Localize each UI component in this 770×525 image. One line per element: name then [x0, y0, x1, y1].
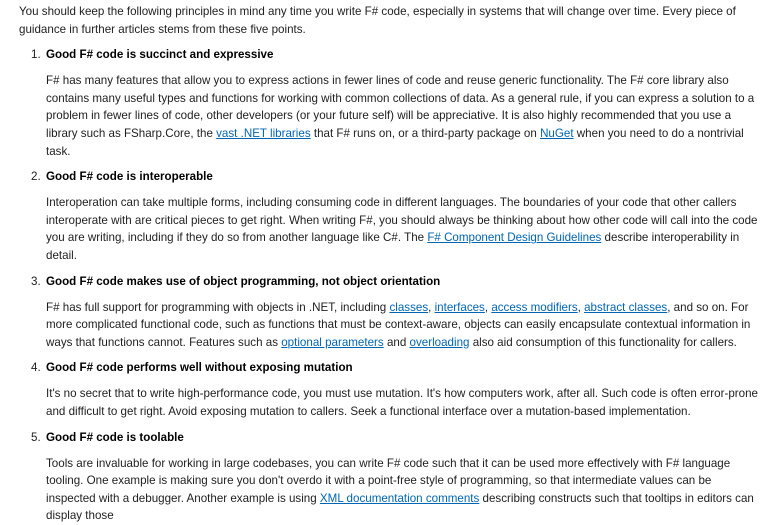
- principle-title: Good F# code is succinct and expressive: [46, 48, 274, 62]
- doc-link[interactable]: classes: [389, 300, 429, 314]
- principle-item: [19, 273, 764, 352]
- principle-item: [19, 46, 764, 160]
- body-text: ,: [577, 300, 585, 314]
- doc-link[interactable]: XML documentation comments: [319, 491, 480, 505]
- body-text: describe interoperability in detail.: [46, 231, 740, 262]
- body-text: ,: [484, 300, 492, 314]
- principle-title: Good F# code is toolable: [46, 430, 184, 444]
- doc-link[interactable]: access modifiers: [491, 300, 578, 314]
- doc-link[interactable]: overloading: [409, 335, 470, 349]
- principle-title: Good F# code performs well without exposing mutation: [46, 361, 353, 375]
- body-text: Interoperation can take multiple forms, including consuming code in different languages. The boundaries of your code that other callers interoperate with are critical pieces to get right. When writing F#, you should always be thinking about how other code will call into the code you are writing, including if they do so from another language like C#. The: [46, 196, 758, 245]
- principle-body: [46, 385, 762, 420]
- principle-heading: [19, 359, 764, 377]
- body-text: It's no secret that to write high-performance code, you must use mutation. It's how computers work, after all. Such code is often error-prone and difficult to get right. Avoid exposing mutation to callers. Seek a functional interface over a mutation-based implementation.: [46, 387, 758, 418]
- principle-number: 2.: [31, 170, 41, 184]
- body-text: ,: [428, 300, 435, 314]
- principle-heading: [19, 168, 764, 186]
- principle-title: Good F# code is interoperable: [46, 170, 213, 184]
- principle-number: 5.: [31, 430, 41, 444]
- principle-body: [46, 194, 762, 264]
- body-text: and: [383, 335, 410, 349]
- principle-heading: [19, 273, 764, 291]
- body-text: that F# runs on, or a third-party package on: [310, 126, 541, 140]
- body-text: F# has full support for programming with objects in .NET, including: [46, 300, 390, 314]
- doc-link[interactable]: optional parameters: [281, 335, 384, 349]
- principle-item: [19, 168, 764, 264]
- article-content: [19, 0, 764, 525]
- principle-item: [19, 429, 764, 525]
- body-text: Tools are invaluable for working in large codebases, you can write F# code such that it can be used more effectively with F# language tooling. One example is making sure you don't overdo it with a point-free style of programming, so that intermediate values can be inspected with a debugger. Another example is using: [46, 456, 731, 505]
- body-text: when you need to do a nontrivial task.: [46, 126, 744, 158]
- doc-link[interactable]: NuGet: [540, 126, 574, 140]
- body-text: , and so on. For more complicated functional code, such as functions that must be context-aware, objects can easily encapsulate contextual information in ways that functions cannot. Features such as: [46, 300, 751, 349]
- principle-body: [46, 72, 762, 160]
- principles-list: [19, 46, 764, 525]
- principle-heading: [19, 46, 764, 64]
- principle-item: [19, 359, 764, 420]
- principle-number: 4.: [31, 361, 41, 375]
- principle-number: 3.: [31, 274, 41, 288]
- body-text: describing constructs such that tooltips in editors can display those: [46, 491, 754, 523]
- doc-link[interactable]: vast .NET libraries: [216, 126, 311, 140]
- principle-heading: [19, 429, 764, 447]
- principle-body: [46, 455, 762, 525]
- principle-title: Good F# code makes use of object programming, not object orientation: [46, 274, 441, 288]
- body-text: also aid consumption of this functionality for callers.: [469, 335, 737, 349]
- doc-link[interactable]: F# Component Design Guidelines: [427, 231, 602, 245]
- doc-link[interactable]: interfaces: [434, 300, 485, 314]
- doc-link[interactable]: abstract classes: [584, 300, 668, 314]
- body-text: F# has many features that allow you to express actions in fewer lines of code and reuse generic functionality. The F# core library also contains many useful types and functions for working with common collections of data. As a general rule, if you can express a solution to a problem in fewer lines of code, other developers (or your future self) will be appreciative. It is also highly recommended that you use a library such as FSharp.Core, the: [46, 74, 755, 140]
- principle-number: 1.: [31, 48, 41, 62]
- principle-body: [46, 299, 762, 352]
- intro-paragraph: You should keep the following principles in mind any time you write F# code, especially in systems that will change over time. Every piece of guidance in further articles stems from these five points.: [19, 5, 736, 36]
